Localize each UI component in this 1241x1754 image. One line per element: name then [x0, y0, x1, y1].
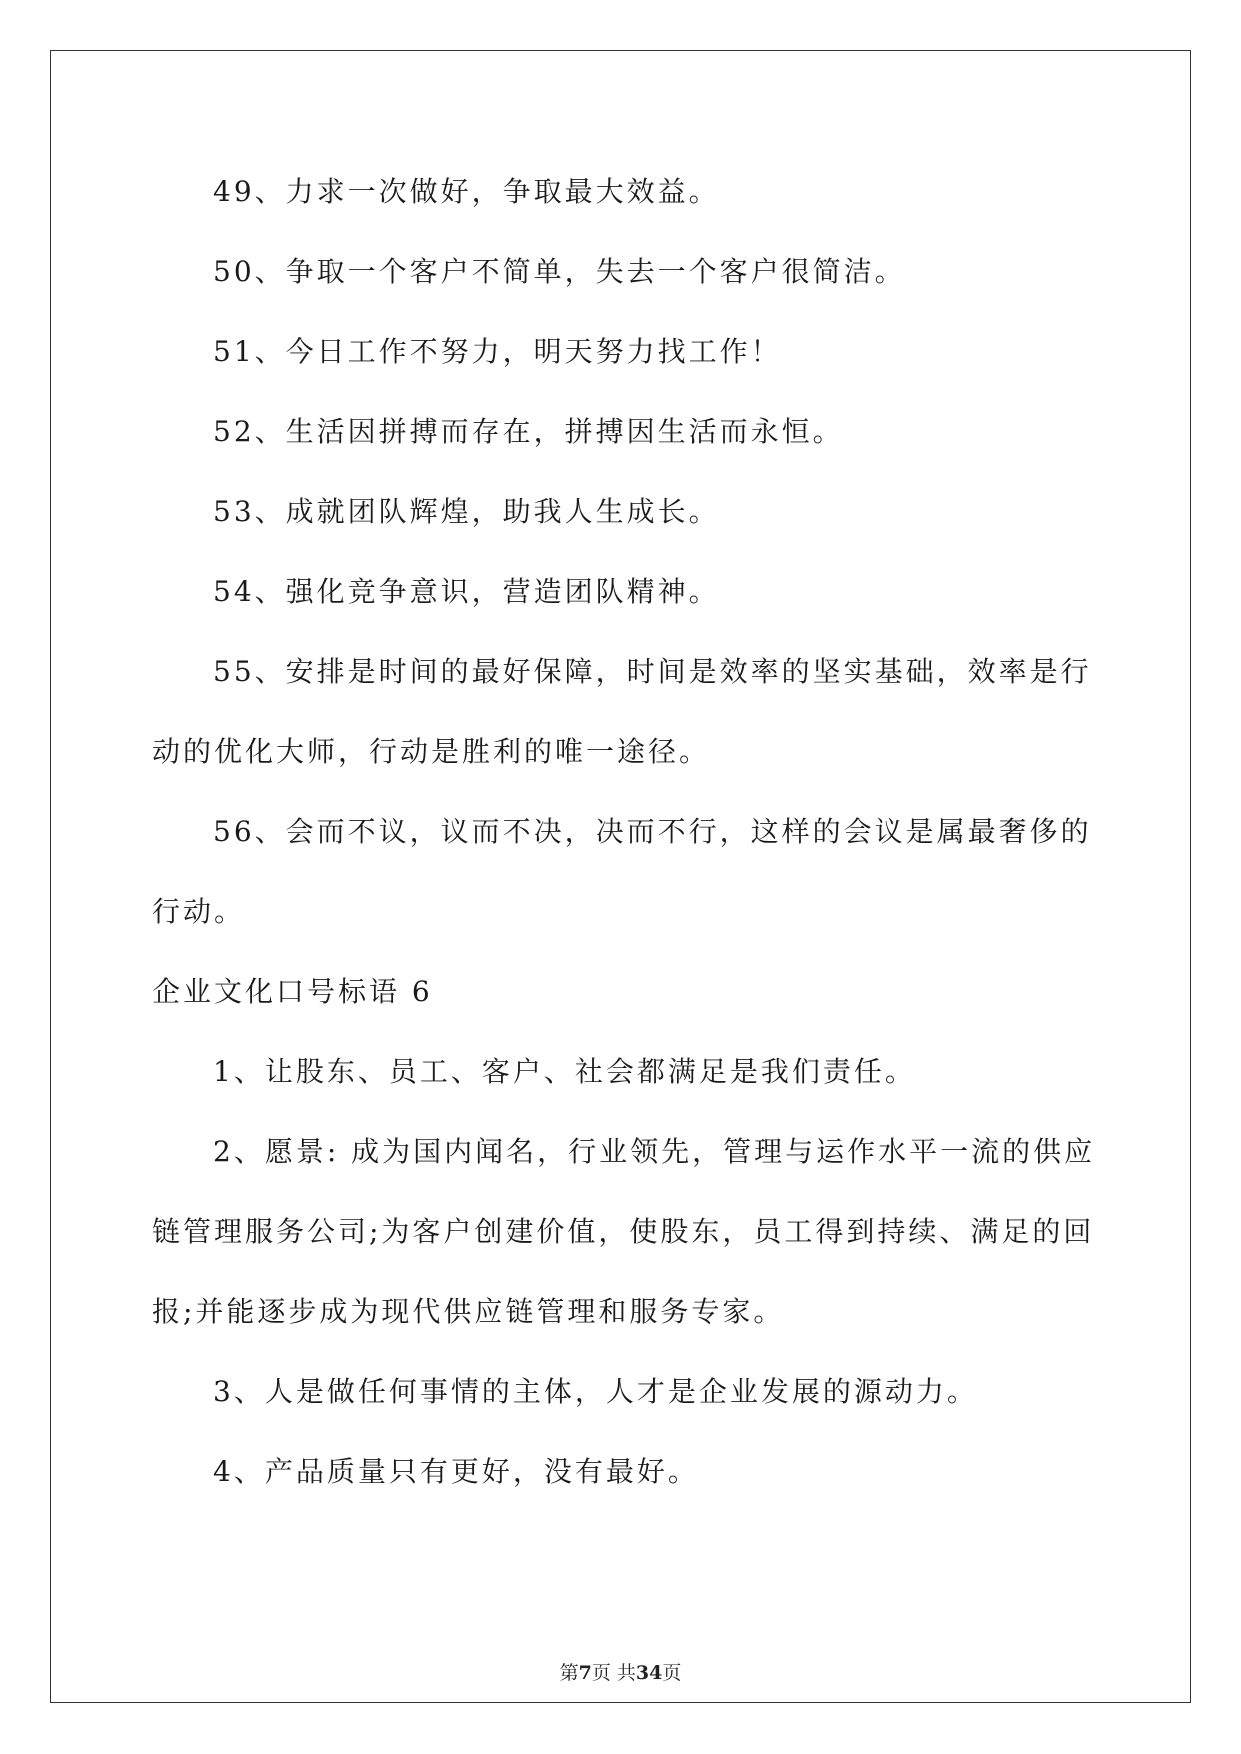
slogan-4: 4、产品质量只有更好，没有最好。: [213, 1455, 699, 1488]
slogan-3: 3、人是做任何事情的主体，人才是企业发展的源动力。: [213, 1375, 978, 1408]
slogan-2-line-1: 2、愿景: 成为国内闻名，行业领先，管理与运作水平一流的供应: [213, 1135, 1096, 1168]
slogan-56-line-2: 行动。: [152, 895, 246, 928]
section-heading: 企业文化口号标语 6: [152, 975, 433, 1008]
footer-prefix: 第: [559, 1662, 579, 1684]
slogan-2-line-2: 链管理服务公司;为客户创建价值，使股东，员工得到持续、满足的回: [152, 1215, 1095, 1248]
footer-mid: 页 共: [591, 1662, 636, 1684]
footer-page-number: 7: [578, 1662, 592, 1684]
slogan-49: 49、力求一次做好，争取最大效益。: [213, 175, 720, 208]
footer-suffix: 页: [662, 1662, 682, 1684]
slogan-51: 51、今日工作不努力，明天努力找工作！: [213, 335, 782, 368]
slogan-52: 52、生活因拼搏而存在，拼搏因生活而永恒。: [213, 415, 844, 448]
slogan-1: 1、让股东、员工、客户、社会都满足是我们责任。: [213, 1055, 916, 1088]
page-footer: [0, 1660, 1241, 1686]
slogan-54: 54、强化竞争意识，营造团队精神。: [213, 575, 720, 608]
slogan-56-line-1: 56、会而不议，议而不决，决而不行，这样的会议是属最奢侈的: [213, 815, 1092, 848]
slogan-50: 50、争取一个客户不简单，失去一个客户很简洁。: [213, 255, 906, 288]
slogan-53: 53、成就团队辉煌，助我人生成长。: [213, 495, 720, 528]
footer-total-pages: 34: [635, 1662, 663, 1684]
slogan-55-line-1: 55、安排是时间的最好保障，时间是效率的坚实基础，效率是行: [213, 655, 1092, 688]
slogan-55-line-2: 动的优化大师，行动是胜利的唯一途径。: [152, 735, 711, 768]
slogan-2-line-3: 报;并能逐步成为现代供应链管理和服务专家。: [152, 1295, 785, 1328]
